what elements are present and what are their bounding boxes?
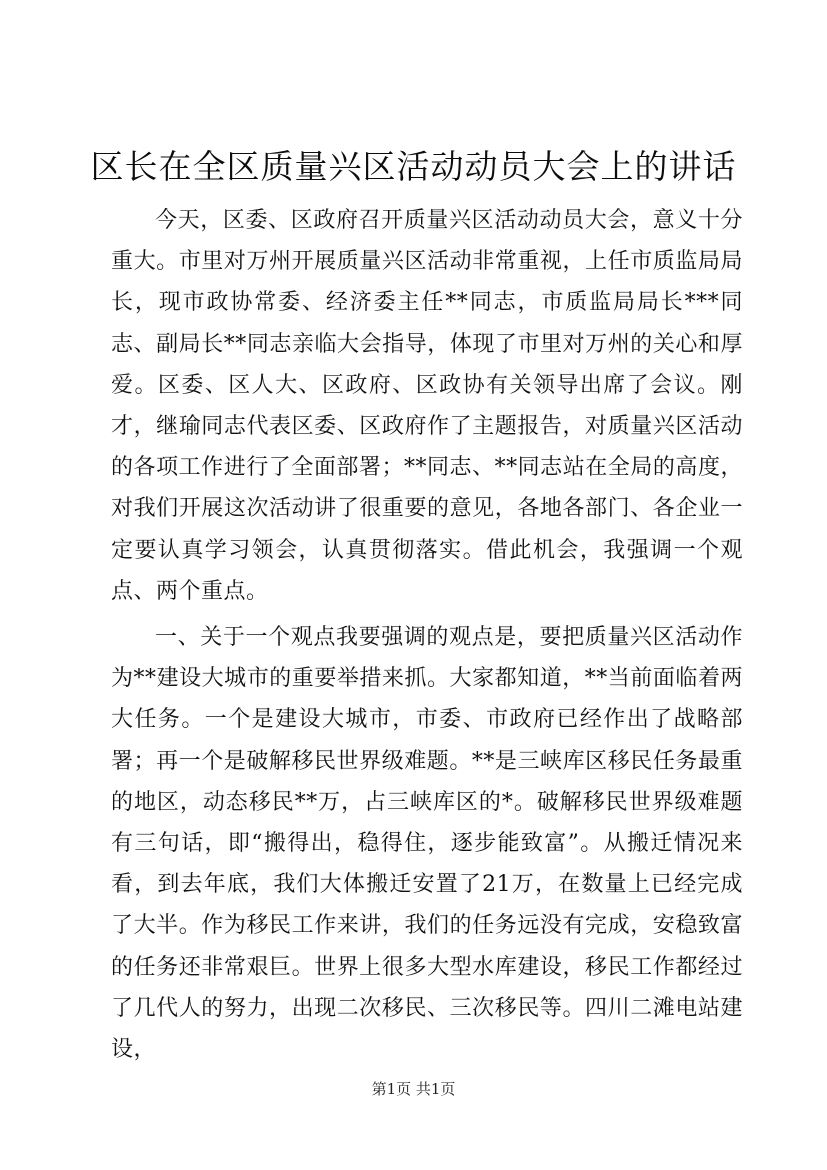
paragraph-opening: 今天，区委、区政府召开质量兴区活动动员大会，意义十分重大。市里对万州开展质量兴区活动非常重视，上任市质监局局长，现市政协常委、经济委主任**同志，市质监局局长***同志、副局长**同志亲临大会指导，体现了市里对万州的关心和厚爱。区委、区人大、区政府、区政协有关领导出席了会议。刚才，继瑜同志代表区委、区政府作了主题报告，对质量兴区活动的各项工作进行了全面部署；**同志、**同志站在全局的高度，对我们开展这次活动讲了很重要的意见，各地各部门、各企业一定要认真学习领会，认真贯彻落实。借此机会，我强调一个观点、两个重点。: [111, 208, 743, 604]
document-title: 区长在全区质量兴区活动动员大会上的讲话: [90, 147, 737, 186]
paragraph-section-one: 一、关于一个观点我要强调的观点是，要把质量兴区活动作为**建设大城市的重要举措来抓。大家都知道，**当前面临着两大任务。一个是建设大城市，市委、市政府已经作出了战略部署；再一个是破解移民世界级难题。**是三峡库区移民任务最重的地区，动态移民**万，占三峡库区的*。破解移民世界级难题有三句话，即“搬得出，稳得住，逐步能致富”。从搬迁情况来看，到去年底，我们大体搬迁安置了21万，在数量上已经完成了大半。作为移民工作来讲，我们的任务远没有完成，安稳致富的任务还非常艰巨。世界上很多大型水库建设，移民工作都经过了几代人的努力，出现二次移民、三次移民等。四川二滩电站建设，: [111, 625, 743, 1063]
page-number-footer: 第1页 共1页: [371, 1080, 456, 1098]
document-body: [111, 200, 743, 1070]
